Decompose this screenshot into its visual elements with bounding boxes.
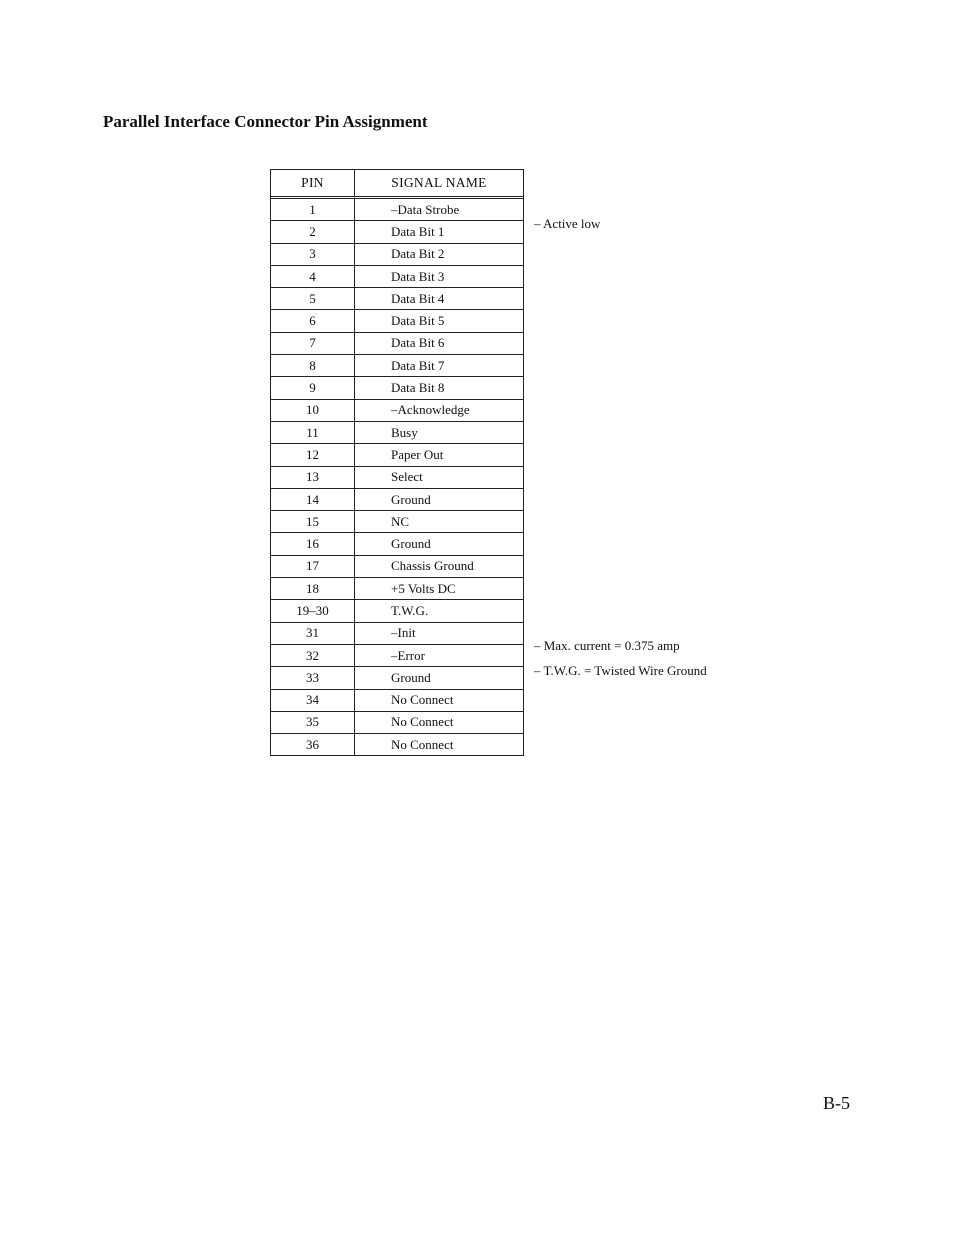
table-row: [271, 444, 523, 466]
signal-name-cell: Data Bit 4: [355, 288, 523, 310]
pin-number-cell: 3: [271, 244, 355, 266]
pin-number-cell: 10: [271, 400, 355, 422]
pin-number-cell: 18: [271, 578, 355, 600]
pin-number-cell: 5: [271, 288, 355, 310]
table-row: [271, 244, 523, 266]
table-row: [271, 266, 523, 288]
pin-number-cell: 32: [271, 645, 355, 667]
pin-number-cell: 15: [271, 511, 355, 533]
table-row: [271, 310, 523, 332]
pin-number-cell: 17: [271, 556, 355, 578]
signal-name-cell: No Connect: [355, 690, 523, 712]
table-row: [271, 623, 523, 645]
table-row: [271, 600, 523, 622]
note-active-low: – Active low: [534, 216, 601, 231]
table-row: [271, 511, 523, 533]
pin-number-cell: 16: [271, 533, 355, 555]
header-signal-name: SIGNAL NAME: [355, 170, 523, 199]
signal-name-cell: No Connect: [355, 712, 523, 734]
table-row: [271, 400, 523, 422]
pin-number-cell: 31: [271, 623, 355, 645]
table-row: [271, 690, 523, 712]
table-row: [271, 556, 523, 578]
signal-name-cell: Data Bit 1: [355, 221, 523, 243]
signal-name-cell: –Error: [355, 645, 523, 667]
table-row: [271, 533, 523, 555]
signal-name-cell: Paper Out: [355, 444, 523, 466]
pin-number-cell: 6: [271, 310, 355, 332]
signal-name-cell: Data Bit 2: [355, 244, 523, 266]
signal-name-cell: No Connect: [391, 736, 454, 752]
table-row: [271, 288, 523, 310]
signal-name-cell: Data Bit 3: [355, 266, 523, 288]
pin-number-cell: 19–30: [271, 600, 355, 622]
signal-name-cell: Busy: [355, 422, 523, 444]
signal-name-cell: Chassis Ground: [355, 556, 523, 578]
table-row: [271, 467, 523, 489]
table-row: [271, 355, 523, 377]
signal-name-cell: NC: [355, 511, 523, 533]
page-number: B-5: [823, 1093, 850, 1113]
pin-number-cell: 11: [271, 422, 355, 444]
signal-name-cell: Ground: [355, 489, 523, 511]
signal-name-cell: –Init: [355, 623, 523, 645]
table-row: [271, 199, 523, 221]
pin-number-cell: 14: [271, 489, 355, 511]
pin-number-cell: 4: [271, 266, 355, 288]
table-row: [271, 667, 523, 689]
table-row: [271, 578, 523, 600]
table-row: [271, 489, 523, 511]
pin-number-cell: 9: [271, 377, 355, 399]
table-row: [271, 734, 523, 755]
pin-number-cell: 36: [271, 734, 355, 755]
table-row: [271, 377, 523, 399]
signal-name-cell: +5 Volts DC: [355, 578, 523, 600]
signal-name-cell: Data Bit 5: [355, 310, 523, 332]
signal-name-cell: –Data Strobe: [355, 199, 523, 221]
signal-name-cell: Ground: [355, 667, 523, 689]
table-row: [271, 645, 523, 667]
signal-name-cell: Select: [355, 467, 523, 489]
pin-number-cell: 35: [271, 712, 355, 734]
header-pin: PIN: [271, 170, 355, 199]
signal-name-cell: Ground: [355, 533, 523, 555]
pin-assignment-table: [270, 169, 524, 756]
page-title: Parallel Interface Connector Pin Assignment: [103, 112, 428, 131]
table-row: [271, 712, 523, 734]
pin-number-cell: 1: [271, 199, 355, 221]
note-twg: – T.W.G. = Twisted Wire Ground: [534, 663, 707, 678]
pin-number-cell: 13: [271, 467, 355, 489]
signal-name-cell: Data Bit 8: [355, 377, 523, 399]
table-body: [271, 199, 523, 755]
table-row: [271, 333, 523, 355]
pin-number-cell: 2: [271, 221, 355, 243]
pin-number-cell: 33: [271, 667, 355, 689]
pin-number-cell: 8: [271, 355, 355, 377]
signal-name-cell: Data Bit 7: [355, 355, 523, 377]
signal-name-cell: T.W.G.: [355, 600, 523, 622]
signal-name-cell: Data Bit 6: [355, 333, 523, 355]
pin-number-cell: 34: [271, 690, 355, 712]
table-row: [271, 221, 523, 243]
signal-name-cell: –Acknowledge: [355, 400, 523, 422]
pin-number-cell: 12: [271, 444, 355, 466]
note-max-current: – Max. current = 0.375 amp: [534, 638, 680, 653]
table-header-row: [271, 170, 523, 199]
table-row: [271, 422, 523, 444]
pin-number-cell: 7: [271, 333, 355, 355]
